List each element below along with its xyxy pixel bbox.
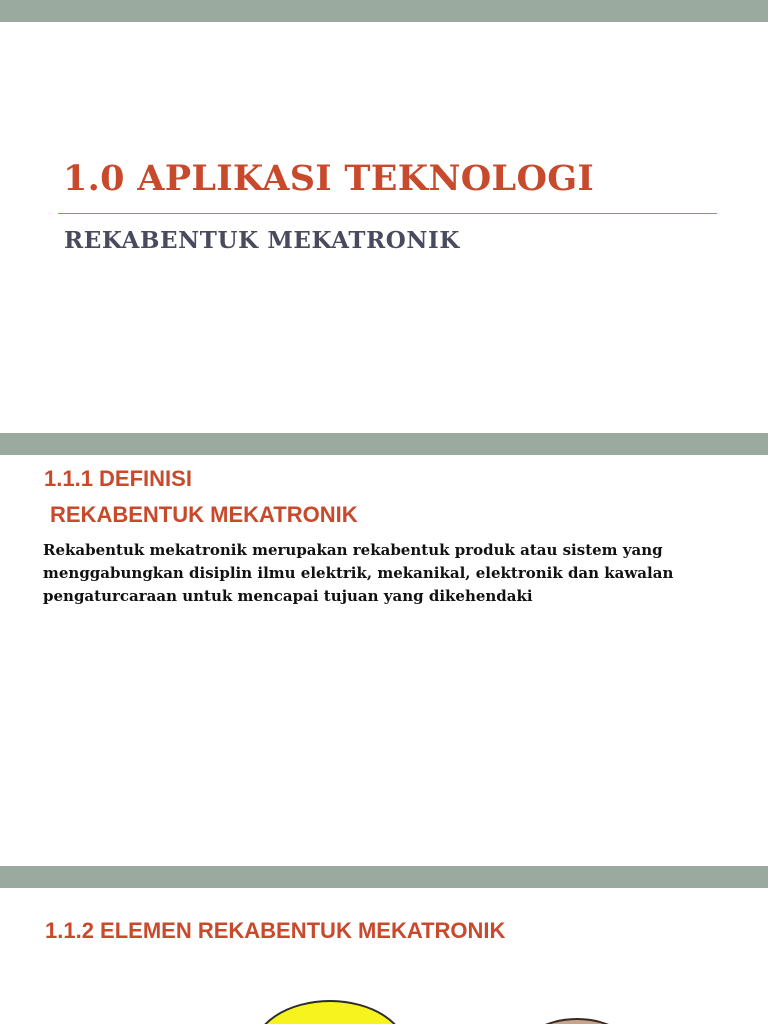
slide-title-heading: 1.0 APLIKASI TEKNOLOGI bbox=[63, 158, 595, 199]
element-shape-brown bbox=[515, 1018, 639, 1024]
top-divider-bar bbox=[0, 0, 768, 22]
definition-heading-subline: REKABENTUK MEKATRONIK bbox=[50, 502, 358, 527]
element-shape-yellow bbox=[252, 1000, 408, 1024]
slide-title bbox=[0, 22, 768, 433]
slide-subtitle: REKABENTUK MEKATRONIK bbox=[64, 227, 460, 254]
slide-divider-bar bbox=[0, 433, 768, 455]
definition-heading: 1.1.1 DEFINISI bbox=[44, 466, 192, 491]
slide-divider-bar bbox=[0, 866, 768, 888]
definition-body-text: Rekabentuk mekatronik merupakan rekabentuk produk atau sistem yang menggabungkan disiplin ilmu elektrik, mekanikal, elektronik dan kawalan pengaturcaraan untuk mencapai tujuan yang dikehendaki bbox=[43, 541, 674, 605]
title-underline bbox=[58, 213, 717, 214]
slide-definition bbox=[0, 455, 768, 866]
elements-heading: 1.1.2 ELEMEN REKABENTUK MEKATRONIK bbox=[45, 918, 506, 943]
slide-elements bbox=[0, 888, 768, 1024]
